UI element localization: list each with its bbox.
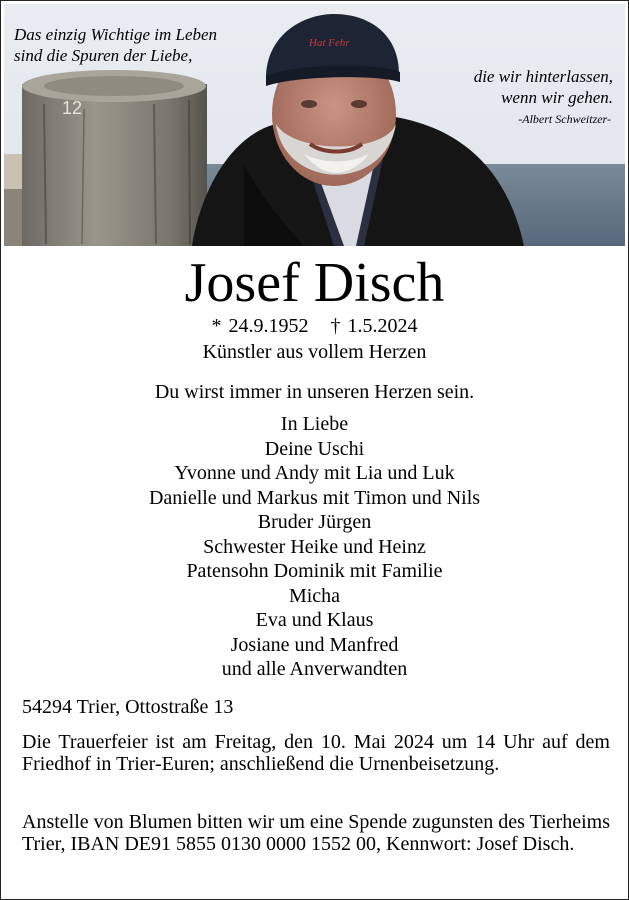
quote-author: -Albert Schweitzer- bbox=[518, 112, 611, 126]
family-line: und alle Anverwandten bbox=[221, 658, 408, 680]
family-line: Micha bbox=[288, 584, 341, 607]
family-line: Patensohn Dominik mit Familie bbox=[186, 560, 443, 582]
quote-left-line-2: sind die Spuren der Liebe, bbox=[14, 46, 193, 65]
memorial-message: Du wirst immer in unseren Herzen sein. bbox=[154, 381, 475, 403]
family-line: Deine Uschi bbox=[264, 437, 365, 460]
family-line: Eva und Klaus bbox=[255, 609, 374, 631]
quote-left-line-1: Das einzig Wichtige im Leben bbox=[14, 25, 218, 44]
donation-text: Anstelle von Blumen bitten wir um eine Spende zugunsten des Tierheims Trier, IBAN DE91 5855 0130 0000 1552 00, Kennwort: Josef Disch. bbox=[22, 811, 610, 855]
subtitle: Künstler aus vollem Herzen bbox=[202, 341, 427, 363]
birth-date: * 24.9.1952 bbox=[211, 315, 309, 337]
cap-lettering: Hat Fehr bbox=[309, 37, 350, 49]
ceremony-text: Die Trauerfeier ist am Freitag, den 10. Mai 2024 um 14 Uhr auf dem Friedhof in Trier-Euren; anschließend die Urnenbeisetzung. bbox=[22, 731, 610, 775]
quote-right-line-2: wenn wir gehen. bbox=[501, 88, 613, 107]
family-line: Danielle und Markus mit Timon und Nils bbox=[148, 486, 481, 509]
wooden-post bbox=[22, 70, 207, 246]
family-line: Bruder Jürgen bbox=[257, 511, 372, 533]
quote-right-line-1: die wir hinterlassen, bbox=[473, 67, 613, 86]
quote-right bbox=[413, 66, 613, 108]
address: 54294 Trier, Ottostraße 13 bbox=[22, 696, 234, 718]
post-number: 12 bbox=[62, 98, 83, 118]
death-date: † 1.5.2024 bbox=[330, 315, 418, 337]
quote-left bbox=[14, 24, 274, 66]
family-line: Schwester Heike und Heinz bbox=[203, 535, 426, 558]
family-line: Yvonne und Andy mit Lia und Luk bbox=[174, 462, 455, 484]
family-list bbox=[0, 412, 629, 682]
header-photo bbox=[4, 4, 625, 246]
deceased-name: Josef Disch bbox=[184, 252, 445, 314]
family-line: In Liebe bbox=[280, 413, 349, 435]
family-line: Josiane und Manfred bbox=[230, 633, 399, 656]
life-dates bbox=[0, 313, 629, 339]
